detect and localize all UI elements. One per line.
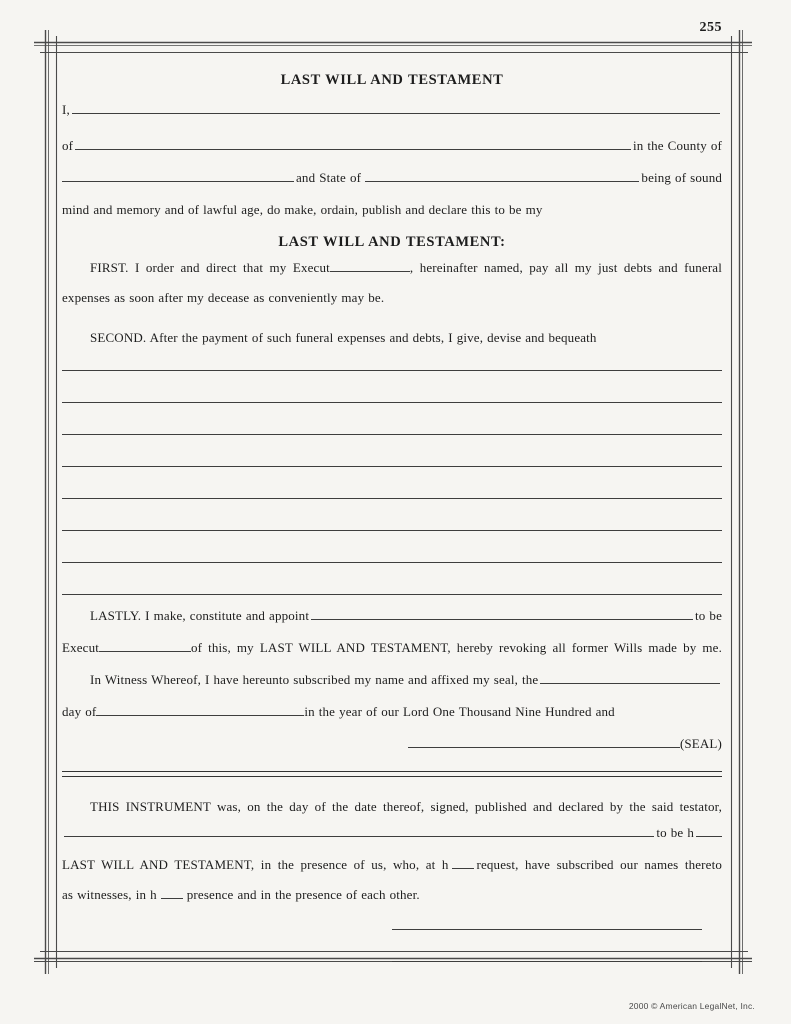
gender-suffix-blank-1: [696, 836, 722, 837]
witness-signature-block: [62, 905, 722, 962]
residence-row: [62, 136, 722, 156]
declaration-line: mind and memory and of lawful age, do make, ordain, publish and declare this to be my: [62, 202, 543, 217]
lastly-row: [62, 606, 722, 626]
gender-suffix-blank-2: [452, 868, 474, 869]
testator-name-row: [62, 100, 722, 120]
of-prefix-label: of: [62, 138, 74, 153]
day-of-label: day of: [62, 704, 97, 719]
presence-text-2: request, have subscribed our names thereto: [476, 857, 722, 872]
presence-line2: [62, 885, 722, 905]
executor-name-blank: [311, 619, 693, 620]
month-blank: [96, 715, 304, 716]
county-suffix-label: in the County of: [632, 138, 722, 153]
bequest-blank-line: [62, 348, 722, 371]
bequest-blank-line: [62, 371, 722, 403]
bequest-blank-line: [62, 499, 722, 531]
state-blank: [365, 181, 639, 182]
executor-suffix-blank: [99, 651, 191, 652]
bequest-blank-line: [62, 563, 722, 595]
form-subtitle: LAST WILL AND TESTAMENT:: [278, 234, 506, 250]
witness-signature-blank-1: [392, 905, 702, 930]
first-clause-text-post: , hereinafter named, pay all my just debts and funeral: [409, 260, 722, 275]
year-text: in the year of our Lord One Thousand Nine Hundred and: [304, 704, 615, 719]
execut-prefix-label: Execut: [62, 640, 99, 655]
executor-title-blank: [330, 271, 410, 272]
first-clause-text-pre: FIRST. I order and direct that my Execut: [90, 260, 330, 275]
testator-signature-blank: [408, 747, 680, 748]
instrument-line: THIS INSTRUMENT was, on the day of the date thereof, signed, published and declared by the said testator,: [90, 799, 722, 814]
bequest-lines: [62, 348, 722, 595]
first-clause-line2: expenses as soon after my decease as conveniently may be.: [62, 290, 385, 305]
county-blank: [62, 181, 294, 182]
page-number: 255: [699, 20, 722, 35]
bequest-blank-line: [62, 435, 722, 467]
presence-text-1: LAST WILL AND TESTAMENT, in the presence of us, who, at h: [62, 857, 449, 872]
sound-suffix-label: being of sound: [641, 170, 722, 185]
seal-date-blank: [540, 683, 720, 684]
witness-signature-blank-2: [392, 930, 702, 962]
presence-text-4: presence and in the presence of each other.: [186, 887, 420, 902]
testator-name-blank: [72, 113, 720, 114]
gender-suffix-blank-3: [161, 898, 183, 899]
lastly-text-post: to be: [695, 608, 722, 623]
residence-blank: [75, 149, 631, 150]
state-label: and State of: [296, 170, 362, 185]
bequest-blank-line: [62, 531, 722, 563]
seal-label: (SEAL): [679, 736, 722, 751]
will-form-content: [62, 52, 722, 962]
second-clause-line: SECOND. After the payment of such funeral expenses and debts, I give, devise and bequeath: [90, 330, 597, 345]
i-prefix-label: I,: [62, 102, 70, 117]
lastly-text-pre: LASTLY. I make, constitute and appoint: [90, 608, 310, 623]
testator-name-attest-blank: [64, 836, 654, 837]
bequest-blank-line: [62, 467, 722, 499]
presence-line1: [62, 855, 722, 875]
county-state-row: [62, 168, 722, 188]
witness-whereof-text: In Witness Whereof, I have hereunto subscribed my name and affixed my seal, the: [90, 672, 539, 687]
witness-whereof-row: [62, 670, 722, 690]
copyright-footer: 2000 © American LegalNet, Inc.: [628, 1001, 755, 1011]
form-title: LAST WILL AND TESTAMENT: [280, 72, 504, 88]
section-separator-rule: [62, 771, 722, 777]
executor-text-post: of this, my LAST WILL AND TESTAMENT, hereby revoking all former Wills made by me.: [191, 640, 722, 655]
seal-row: [62, 734, 722, 754]
to-be-h-label: to be h: [656, 825, 694, 840]
first-clause-line1: [62, 258, 722, 278]
to-be-h-row: [62, 823, 722, 843]
presence-text-3: as witnesses, in h: [62, 887, 157, 902]
executor-row: [62, 638, 722, 658]
day-of-row: [62, 702, 722, 722]
bequest-blank-line: [62, 403, 722, 435]
